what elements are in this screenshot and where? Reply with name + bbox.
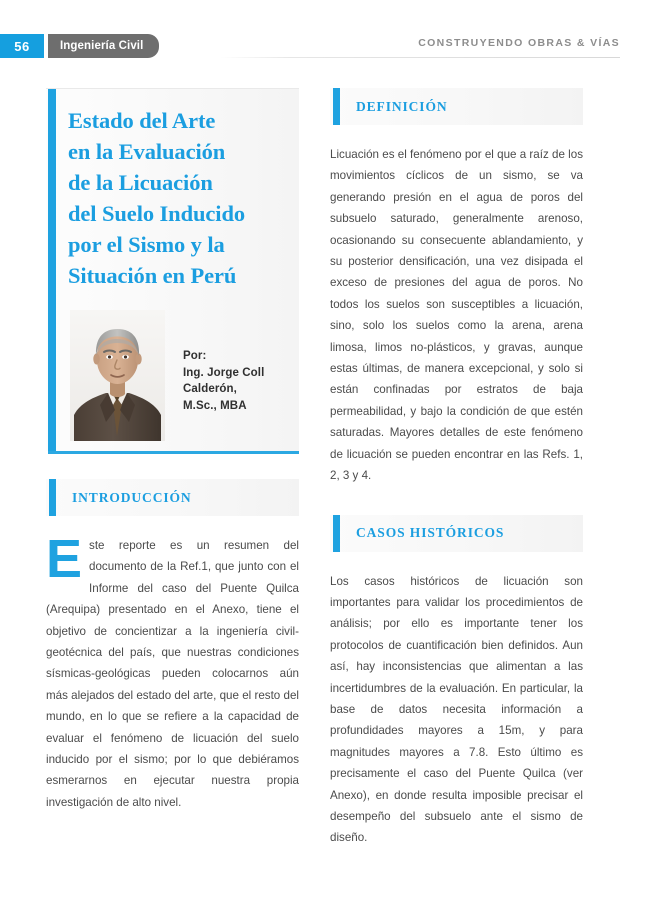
- title-line-1: Estado del Arte: [68, 108, 216, 133]
- section-header-casos-historicos: [330, 515, 583, 552]
- section-title-definicion: DEFINICIÓN: [356, 98, 448, 114]
- portrait-illustration: [70, 310, 165, 441]
- author-block: [68, 310, 293, 441]
- paragraph-introduccion-text: ste reporte es un resumen del documento de la Ref.1, que junto con el Informe del caso del Puente Quilca (Arequipa) presentado en el Anexo, tiene el objetivo de concientizar a la ingeniería civil-geotécnica del país, que nuestras condiciones sísmicas-geológicas pueden colocarnos aún más alejados del estado del arte, que el resto del mundo, en lo que se refiere a la capacidad de evaluar el fenómeno de licuación del suelo inducido por el sismo; por lo que debiéramos esmerarnos en ejecutar nuestra propia investigación de alto nivel.: [46, 539, 299, 809]
- publication-name-tab: Ingeniería Civil: [48, 34, 159, 58]
- author-credentials: M.Sc., MBA: [183, 399, 247, 412]
- title-line-5: por el Sismo y la: [68, 232, 225, 257]
- title-line-2: en la Evaluación: [68, 139, 226, 164]
- section-header-definicion: [330, 88, 583, 125]
- title-line-6: Situación en Perú: [68, 263, 237, 288]
- section-title-casos-historicos: CASOS HISTÓRICOS: [356, 525, 505, 540]
- dropcap-letter: E: [46, 529, 82, 589]
- article-title: [68, 105, 293, 291]
- section-header-introduccion: [46, 479, 299, 516]
- title-line-4: del Suelo Inducido: [68, 201, 246, 226]
- header-divider-rule: [220, 57, 620, 58]
- title-block-underline: [48, 451, 299, 454]
- author-byline-label: Por:: [183, 350, 207, 362]
- paragraph-definicion: Licuación es el fenómeno por el que a raíz de los movimientos cíclicos de un sismo, se va generando presión en el agua de poros del subsuelo saturado, generalmente arenoso, ocasionando su consecuente ablandamiento, y su posterior densificación, una vez disipada el exceso de presiones del agua de poros. No todos los suelos son susceptibles a licuación, sino, solo los suelos como la arena, arena limosa, limos no-plásticos, y gravas, aunque estas últimas, de manera excepcional, y solo si están confinadas por estratos de baja permeabilidad, y bajo la condición de que estén saturadas. Mayores detalles de este fenómeno de licuación se pueden encontrar en las Refs. 1, 2, 3 y 4.: [330, 148, 583, 483]
- running-head-text: CONSTRUYENDO OBRAS & VÍAS: [418, 37, 620, 49]
- author-name-line-2: Calderón,: [183, 383, 237, 395]
- author-name-line-1: Ing. Jorge Coll: [183, 366, 265, 379]
- left-column: [46, 88, 299, 813]
- title-line-3: de la Licuación: [68, 170, 213, 195]
- right-column: [330, 88, 583, 849]
- author-portrait-photo: [70, 310, 165, 441]
- paragraph-casos-historicos: Los casos históricos de licuación son importantes para validar los procedimientos de análisis; por ello es importante tener los protocolos de cuantificación bien definidos. Aun así, hay inconsistencias que alimentan a las incertidumbres de la evaluación. En particular, la base de datos necesita información a profundidades mayores a 15m, y para magnitudes mayores a 7.8. Esto último es precisamente el caso del Puente Quilca (ver Anexo), en donde resulta imposible precisar el desempeño del subsuelo ante el sismo de diseño.: [330, 574, 583, 845]
- author-credit-text: [183, 310, 264, 414]
- article-title-block: [46, 88, 299, 451]
- section-title-introduccion: INTRODUCCIÓN: [72, 489, 192, 505]
- page-number-badge: 56: [0, 34, 44, 58]
- page-running-header: [0, 34, 650, 58]
- paragraph-introduccion: [46, 529, 299, 813]
